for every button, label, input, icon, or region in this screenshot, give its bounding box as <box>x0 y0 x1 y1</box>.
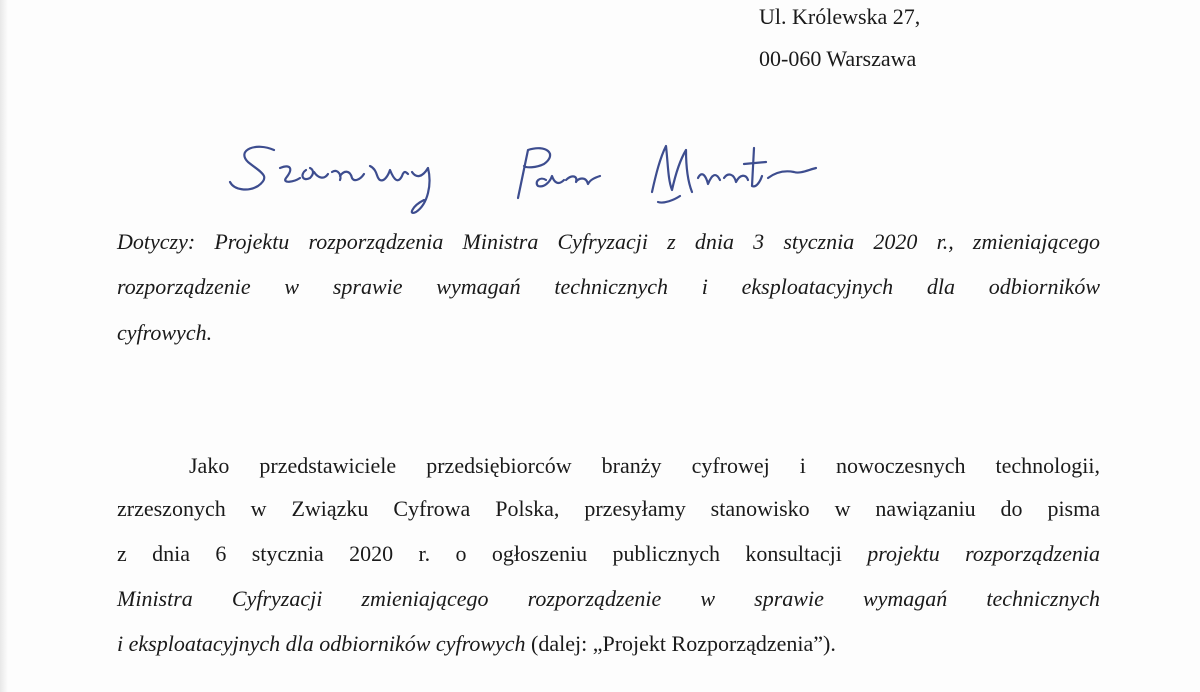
handwritten-salutation-signature <box>228 120 828 230</box>
address-city: 00-060 Warszawa <box>759 46 917 71</box>
page-edge-shadow <box>0 0 8 692</box>
body-line-5-italic: i eksploatacyjnych dla odbiorników cyfrowych <box>117 631 526 656</box>
body-line-5-plain: (dalej: „Projekt Rozporządzenia”). <box>525 631 836 656</box>
body-line-2: zrzeszonych w Związku Cyfrowa Polska, przesyłamy stanowisko w nawiązaniu do pisma <box>117 496 1100 521</box>
body-line-5 <box>117 631 1100 657</box>
body-line-4: Ministra Cyfryzacji zmieniającego rozporządzenie w sprawie wymagań technicznych <box>117 586 1100 611</box>
body-line-3 <box>117 541 1100 567</box>
address-street: Ul. Królewska 27, <box>759 4 921 29</box>
body-line-3-plain: z dnia 6 stycznia 2020 r. o ogłoszeniu publicznych konsultacji <box>117 541 868 566</box>
body-line-3-italic: projektu rozporządzenia <box>867 541 1100 566</box>
body-line-1: Jako przedstawiciele przedsiębiorców branży cyfrowej i nowoczesnych technologii, <box>189 453 1100 478</box>
subject-line-1: Dotyczy: Projektu rozporządzenia Ministra Cyfryzacji z dnia 3 stycznia 2020 r., zmieniającego <box>117 229 1100 254</box>
subject-line-3: cyfrowych. <box>117 320 213 345</box>
subject-line-2: rozporządzenie w sprawie wymagań technicznych i eksploatacyjnych dla odbiorników <box>117 274 1100 299</box>
